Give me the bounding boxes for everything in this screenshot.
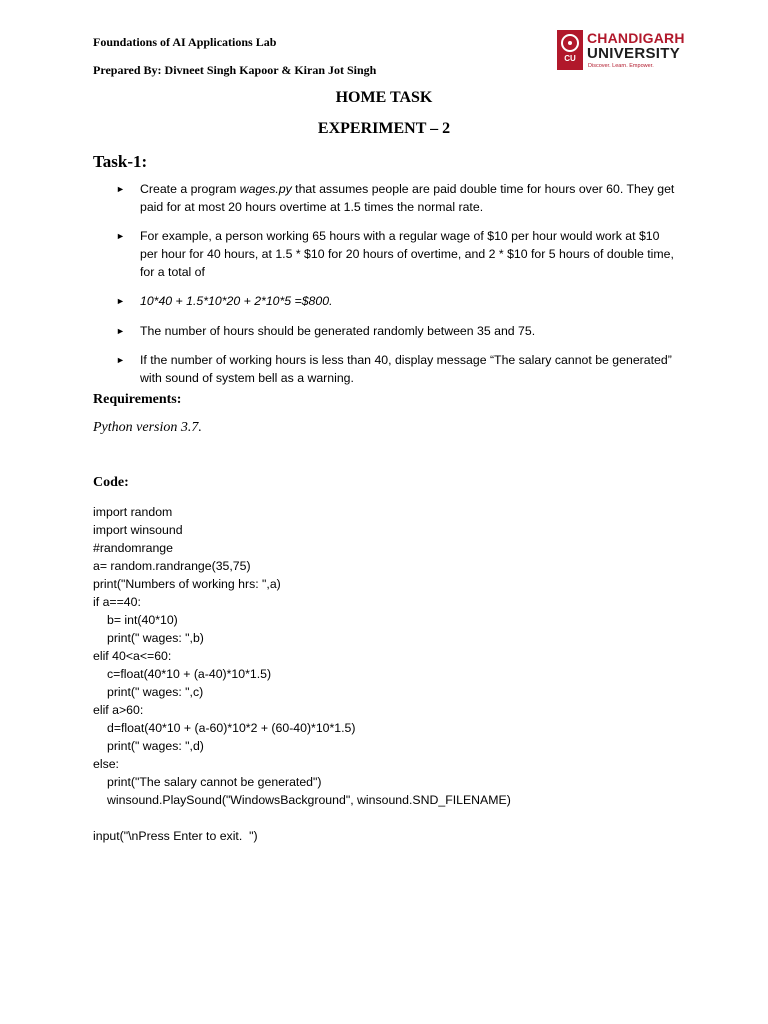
logo-badge-text: CU — [564, 54, 576, 63]
code-line: winsound.PlaySound("WindowsBackground", winsound.SND_FILENAME) — [107, 793, 511, 807]
task-bullet: ► Create a program wages.py that assumes people are paid double time for hours over 60. They get paid for at most 20 hours overtime at 1.5 times the normal rate. — [116, 182, 675, 214]
code-line: if a==40: — [93, 595, 141, 609]
task-heading: Task-1: — [93, 152, 148, 171]
home-task-title: HOME TASK — [335, 89, 433, 106]
example-formula: 10*40 + 1.5*10*20 + 2*10*5 =$800. — [140, 294, 333, 308]
task-bullet — [116, 292, 676, 310]
requirements-heading: Requirements: — [93, 392, 182, 407]
code-line: print("Numbers of working hrs: ",a) — [93, 577, 281, 591]
program-filename: wages.py — [239, 182, 292, 196]
code-line: a= random.randrange(35,75) — [93, 559, 251, 573]
experiment-title: EXPERIMENT – 2 — [317, 120, 451, 137]
logo-tagline: Discover. Learn. Empower. — [588, 63, 654, 69]
prepared-by: Prepared By: Divneet Singh Kapoor & Kiran Jot Singh — [93, 63, 377, 77]
code-line: import random — [93, 505, 173, 519]
code-line: print(" wages: ",d) — [107, 739, 204, 753]
task-bullet: ► For example, a person working 65 hours with a regular wage of $10 per hour would work at $10 per hour for 40 hours, at 1.5 * $10 for 20 hours of overtime, and 2 * $10 for 5 hours of double time, for a total of — [116, 229, 674, 279]
code-line: print(" wages: ",c) — [107, 685, 204, 699]
bullet-arrow-icon: ► — [116, 296, 125, 306]
lab-name: Foundations of AI Applications Lab — [93, 35, 277, 49]
bullet-arrow-icon: ► — [116, 326, 125, 336]
bullet-arrow-icon: ► — [116, 231, 125, 241]
code-heading: Code: — [93, 475, 129, 490]
logo-name-line2: UNIVERSITY — [587, 45, 681, 62]
task-bullet-list — [116, 180, 676, 398]
university-logo — [557, 30, 685, 74]
task-bullet: ► The number of hours should be generated randomly between 35 and 75. — [116, 324, 536, 338]
logo-name-line1: CHANDIGARH — [587, 30, 685, 46]
code-line: b= int(40*10) — [107, 613, 178, 627]
bullet-arrow-icon: ► — [116, 355, 125, 365]
code-line: else: — [93, 757, 119, 771]
code-line: elif a>60: — [93, 703, 144, 717]
bullet-arrow-icon: ► — [116, 184, 125, 194]
code-line: d=float(40*10 + (a-60)*10*2 + (60-40)*10*1.5) — [107, 721, 356, 735]
code-line: input("\nPress Enter to exit. ") — [93, 829, 258, 843]
code-line: import winsound — [93, 523, 183, 537]
python-version: Python version 3.7. — [93, 420, 202, 435]
code-line: print("The salary cannot be generated") — [107, 775, 322, 789]
code-line: print(" wages: ",b) — [107, 631, 204, 645]
code-line: c=float(40*10 + (a-40)*10*1.5) — [107, 667, 272, 681]
task-bullet: ► If the number of working hours is less than 40, display message “The salary cannot be generated” with sound of system bell as a warning. — [116, 353, 672, 385]
code-line: elif 40<a<=60: — [93, 649, 172, 663]
university-seal-icon — [557, 30, 583, 70]
code-line: #randomrange — [93, 541, 173, 555]
code-block — [93, 503, 713, 845]
